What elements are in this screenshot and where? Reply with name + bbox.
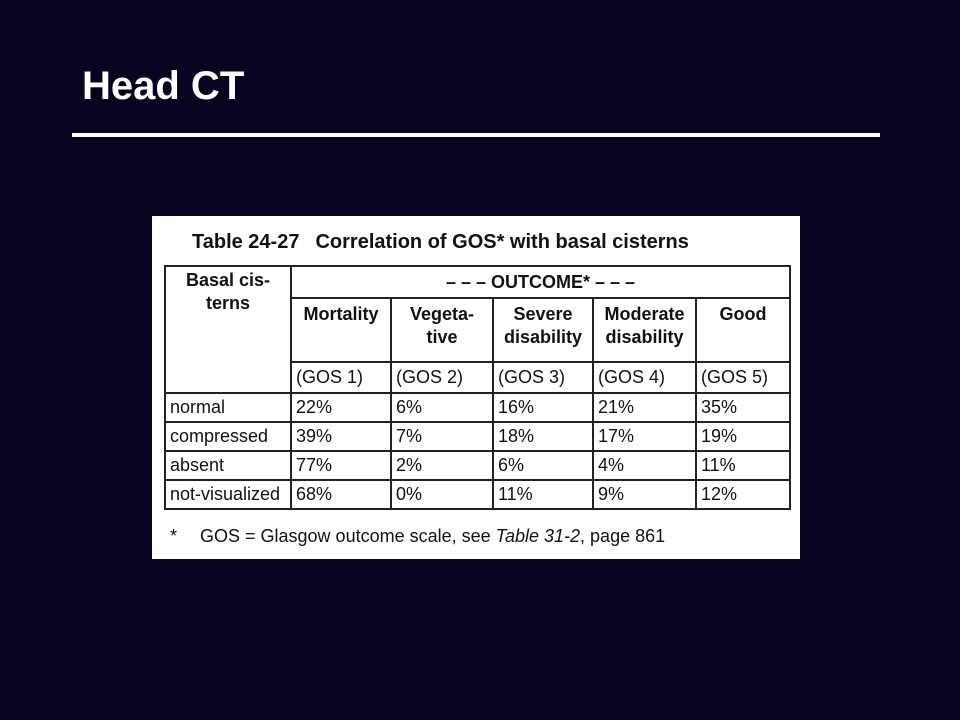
footnote-marker: * [170, 526, 178, 546]
slide-title: Head CT [82, 64, 245, 108]
category-label-line1: Severe [513, 304, 573, 324]
table-row [165, 393, 790, 422]
table-cell: 0% [391, 480, 493, 509]
table-footnote [170, 525, 665, 547]
row-header-cell [165, 266, 291, 393]
category-label-line2: disability [503, 327, 583, 347]
table-caption-text: Correlation of GOS* with basal cisterns [315, 231, 689, 253]
gos-score-cell: (GOS 4) [593, 362, 696, 393]
table-cell: 6% [391, 393, 493, 422]
footnote-text: GOS = Glasgow outcome scale, see [200, 526, 496, 546]
category-label-line1: Moderate [604, 304, 685, 324]
table-cell: 11% [696, 451, 790, 480]
category-label-line2: tive [426, 327, 458, 347]
table-header-row [165, 266, 790, 298]
table-cell: 7% [391, 422, 493, 451]
table-cell: 68% [291, 480, 391, 509]
footnote-tail: , page 861 [580, 526, 666, 546]
table-cell: 39% [291, 422, 391, 451]
gos-score-cell: (GOS 1) [291, 362, 391, 393]
category-label-line1: Mortality [303, 304, 379, 324]
table-row [165, 422, 790, 451]
row-label: absent [165, 451, 291, 480]
category-header [493, 298, 593, 362]
row-header-line1: Basal cis- [185, 270, 271, 290]
gos-score-cell: (GOS 2) [391, 362, 493, 393]
category-header [593, 298, 696, 362]
category-header [696, 298, 790, 362]
gos-score-cell: (GOS 5) [696, 362, 790, 393]
category-label-line1: Vegeta- [409, 304, 475, 324]
table-cell: 12% [696, 480, 790, 509]
gos-score-cell: (GOS 3) [493, 362, 593, 393]
table-caption-number: Table 24-27 [192, 231, 300, 253]
table-cell: 2% [391, 451, 493, 480]
table-caption [192, 229, 689, 255]
category-label-line1: Good [719, 304, 767, 324]
table-cell: 17% [593, 422, 696, 451]
row-label: normal [165, 393, 291, 422]
category-header [391, 298, 493, 362]
table-row [165, 451, 790, 480]
table-cell: 18% [493, 422, 593, 451]
category-header [291, 298, 391, 362]
table-cell: 77% [291, 451, 391, 480]
outcome-group-header: – – – OUTCOME* – – – [291, 266, 790, 298]
footnote-reference: Table 31-2 [495, 526, 581, 546]
table-figure [152, 216, 800, 559]
table-cell: 16% [493, 393, 593, 422]
table-cell: 21% [593, 393, 696, 422]
table-cell: 11% [493, 480, 593, 509]
table-cell: 6% [493, 451, 593, 480]
table-row [165, 480, 790, 509]
table-cell: 19% [696, 422, 790, 451]
table-cell: 35% [696, 393, 790, 422]
table-cell: 22% [291, 393, 391, 422]
row-label: not-visualized [165, 480, 291, 509]
table-cell: 4% [593, 451, 696, 480]
row-label: compressed [165, 422, 291, 451]
category-label-line2: disability [605, 327, 684, 347]
gos-outcome-table [164, 265, 791, 510]
table-cell: 9% [593, 480, 696, 509]
title-underline [72, 133, 880, 137]
row-header-line2: terns [205, 293, 250, 313]
